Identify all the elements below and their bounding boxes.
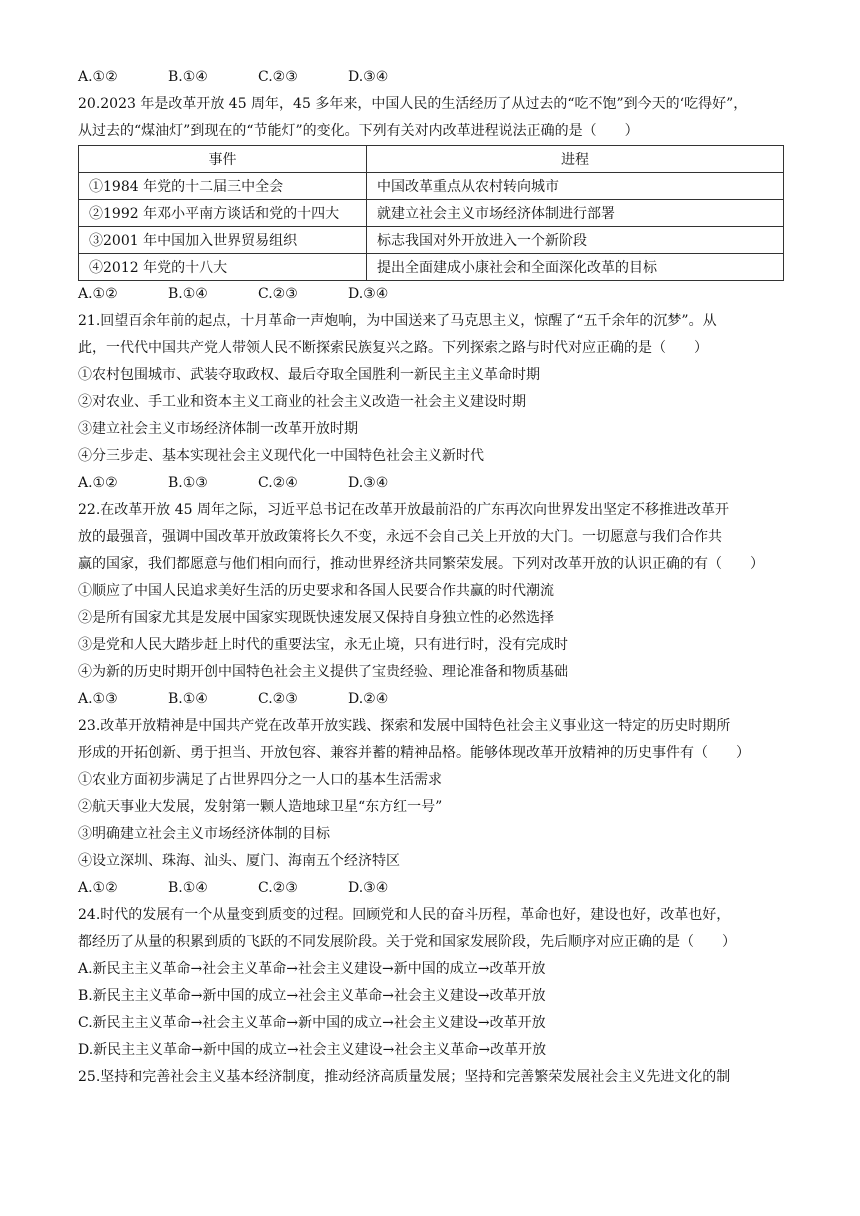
q23-item: ①农业方面初步满足了占世界四分之一人口的基本生活需求: [78, 772, 442, 788]
option-a: A.①③: [78, 691, 118, 707]
q22-options: [78, 686, 784, 713]
q20-stem-line: 从过去的“煤油灯”到现在的“节能灯”的变化。下列有关对内改革进程说法正确的是（ ）: [78, 123, 639, 139]
option-a: A.①②: [78, 475, 118, 491]
option-a: A.①②: [78, 880, 118, 896]
q23-stem-line: 形成的开拓创新、勇于担当、开放包容、兼容并蓄的精神品格。能够体现改革开放精神的历史事件有（ ）: [78, 745, 750, 761]
q24-stem-line: 都经历了从量的积累到质的飞跃的不同发展阶段。关于党和国家发展阶段，先后顺序对应正确的是（ ）: [78, 934, 736, 950]
q21-item: ②对农业、手工业和资本主义工商业的社会主义改造一社会主义建设时期: [78, 394, 526, 410]
q19-options: [78, 64, 784, 91]
option-d: D.②④: [348, 691, 389, 707]
q21-item: ①农村包围城市、武装夺取政权、最后夺取全国胜利一新民主主义革命时期: [78, 367, 540, 383]
option-b: B.①③: [168, 475, 208, 491]
table-row: [79, 227, 784, 254]
q24-choice: A.新民主主义革命→社会主义革命→社会主义建设→新中国的成立→改革开放: [78, 961, 546, 977]
option-b: B.①④: [168, 286, 208, 302]
q25-stem-line: 25.坚持和完善社会主义基本经济制度，推动经济高质量发展；坚持和完善繁荣发展社会主义先进文化的制: [78, 1069, 731, 1085]
q22-stem-line: 放的最强音，强调中国改革开放政策将长久不变，永远不会自己关上开放的大门。一切愿意与我们合作共: [78, 529, 722, 545]
option-c: C.②④: [258, 475, 298, 491]
q20-stem-line: 20.2023 年是改革开放 45 周年，45 多年来，中国人民的生活经历了从过去的“吃不饱”到今天的‘吃得好”，: [78, 96, 748, 112]
question-21: [78, 308, 784, 497]
q22-item: ①顺应了中国人民追求美好生活的历史要求和各国人民要合作共赢的时代潮流: [78, 583, 554, 599]
q21-item: ④分三步走、基本实现社会主义现代化一中国特色社会主义新时代: [78, 448, 484, 464]
option-d: D.③④: [348, 286, 389, 302]
question-24: [78, 902, 784, 1064]
table-cell: 标志我国对外开放进入一个新阶段: [367, 227, 784, 254]
option-d: D.③④: [348, 880, 389, 896]
table-cell: 就建立社会主义市场经济体制进行部署: [367, 200, 784, 227]
q24-choice: B.新民主主义革命→新中国的成立→社会主义革命→社会主义建设→改革开放: [78, 988, 546, 1004]
table-cell: ②1992 年邓小平南方谈话和党的十四大: [79, 200, 367, 227]
table-row: [79, 173, 784, 200]
option-d: D.③④: [348, 69, 389, 85]
option-b: B.①④: [168, 880, 208, 896]
q23-item: ④设立深圳、珠海、汕头、厦门、海南五个经济特区: [78, 853, 400, 869]
question-25: [78, 1064, 784, 1091]
q20-table: [78, 145, 784, 281]
q22-item: ②是所有国家尤其是发展中国家实现既快速发展又保持自身独立性的必然选择: [78, 610, 554, 626]
option-c: C.②③: [258, 286, 298, 302]
table-cell: ③2001 年中国加入世界贸易组织: [79, 227, 367, 254]
option-b: B.①④: [168, 69, 208, 85]
table-cell: 中国改革重点从农村转向城市: [367, 173, 784, 200]
option-d: D.③④: [348, 475, 389, 491]
table-row: [79, 200, 784, 227]
q21-stem-line: 此，一代代中国共产党人带领人民不断探索民族复兴之路。下列探索之路与时代对应正确的是（ ）: [78, 340, 708, 356]
table-cell: ④2012 年党的十八大: [79, 254, 367, 281]
q24-choice: C.新民主主义革命→社会主义革命→新中国的成立→社会主义建设→改革开放: [78, 1015, 546, 1031]
q20-options: [78, 281, 784, 308]
q23-options: [78, 875, 784, 902]
q24-stem-line: 24.时代的发展有一个从量变到质变的过程。回顾党和人民的奋斗历程，革命也好，建设也好，改革也好，: [78, 907, 731, 923]
q22-item: ④为新的历史时期开创中国特色社会主义提供了宝贵经验、理论准备和物质基础: [78, 664, 568, 680]
table-header-event: 事件: [79, 146, 367, 173]
table-header-progress: 进程: [367, 146, 784, 173]
q21-options: [78, 470, 784, 497]
q21-stem-line: 21.回望百余年前的起点，十月革命一声炮响，为中国送来了马克思主义，惊醒了“五千余年的沉梦”。从: [78, 313, 717, 329]
q23-stem-line: 23.改革开放精神是中国共产党在改革开放实践、探索和发展中国特色社会主义事业这一特定的历史时期所: [78, 718, 731, 734]
option-c: C.②③: [258, 691, 298, 707]
option-b: B.①④: [168, 691, 208, 707]
q21-item: ③建立社会主义市场经济体制一改革开放时期: [78, 421, 358, 437]
option-a: A.①②: [78, 286, 118, 302]
option-c: C.②③: [258, 880, 298, 896]
table-header-row: [79, 146, 784, 173]
q23-item: ③明确建立社会主义市场经济体制的目标: [78, 826, 330, 842]
q22-stem-line: 赢的国家，我们都愿意与他们相向而行，推动世界经济共同繁荣发展。下列对改革开放的认识正确的有（ ）: [78, 556, 764, 572]
question-22: [78, 497, 784, 713]
q23-item: ②航天事业大发展，发射第一颗人造地球卫星“东方红一号”: [78, 799, 443, 815]
question-20: [78, 91, 784, 308]
option-a: A.①②: [78, 69, 118, 85]
table-cell: 提出全面建成小康社会和全面深化改革的目标: [367, 254, 784, 281]
question-23: [78, 713, 784, 902]
q22-item: ③是党和人民大踏步赶上时代的重要法宝，永无止境，只有进行时，没有完成时: [78, 637, 568, 653]
q24-choice: D.新民主主义革命→新中国的成立→社会主义建设→社会主义革命→改革开放: [78, 1042, 547, 1058]
exam-page: [78, 64, 784, 1091]
option-c: C.②③: [258, 69, 298, 85]
table-row: [79, 254, 784, 281]
table-cell: ①1984 年党的十二届三中全会: [79, 173, 367, 200]
q22-stem-line: 22.在改革开放 45 周年之际，习近平总书记在改革开放最前沿的广东再次向世界发出坚定不移推进改革开: [78, 502, 729, 518]
